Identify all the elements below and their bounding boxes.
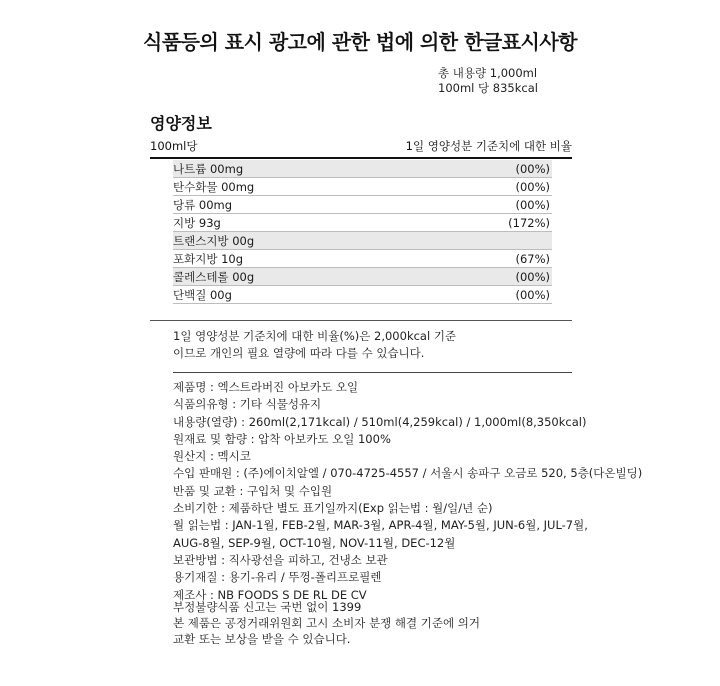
info-line: 용기재질 : 용기-유리 / 뚜껑-폴리프로필렌 [173,570,382,585]
nutrition-bottom-rule [150,320,572,321]
nutrient-label: 트랜스지방 00g [173,234,255,248]
info-line: 제품명 : 엑스트라버진 아보카도 오일 [173,380,359,394]
info-line: 보관방법 : 직사광선을 피하고, 건냉소 보관 [173,552,388,567]
calories-per-100ml: 100ml 당 835kcal [438,81,538,95]
info-line: 원산지 : 멕시코 [173,449,251,464]
nutrient-percent: (172%) [508,216,550,230]
info-line: 소비기한 : 제품하단 별도 표기일까지(Exp 읽는법 : 월/일/년 순) [173,501,493,516]
nutrient-label: 단백질 00g [173,288,232,302]
nutrient-label: 당류 00mg [173,198,233,212]
nutrition-row [173,196,552,214]
note-line: 이므로 개인의 필요 열량에 따라 다를 수 있습니다. [173,346,425,360]
nutrient-percent: (67%) [515,252,550,266]
nutrition-table [173,160,552,304]
nutrition-row [173,160,552,178]
nutrition-row [173,178,552,196]
note-line: 1일 영양성분 기준치에 대한 비율(%)은 2,000kcal 기준 [173,329,457,343]
info-line: 원재료 및 함량 : 압착 아보카도 오일 100% [173,431,391,446]
info-line: AUG-8월, SEP-9월, OCT-10월, NOV-11월, DEC-12월 [173,535,456,550]
nutrient-percent: (00%) [515,270,550,284]
info-line: 식품의유형 : 기타 식물성유지 [173,397,322,412]
nutrition-top-rule [150,157,572,159]
nutrition-heading: 영양정보 [150,114,212,133]
nutrient-label: 지방 93g [173,216,221,230]
daily-value-note [173,328,456,362]
nutrition-basis-row [150,138,572,154]
nutrition-row [173,250,552,268]
info-line: 내용량(열량) : 260ml(2,171kcal) / 510ml(4,259kcal) / 1,000ml(8,350kcal) [173,414,587,429]
info-line: 제조사 : NB FOODS S DE RL DE CV [173,587,367,602]
nutrient-label: 나트륨 00mg [173,162,244,176]
page-title: 식품등의 표시 광고에 관한 법에 의한 한글표시사항 [143,30,577,54]
nutrient-label: 탄수화물 00mg [173,180,255,194]
nutrient-label: 포화지방 10g [173,252,244,266]
nutrient-percent: (00%) [515,180,550,194]
notice-line: 본 제품은 공정거래위원회 고시 소비자 분쟁 해결 기준에 의거 [173,616,480,630]
nutrient-percent [550,232,552,249]
total-volume: 총 내용량 1,000ml [438,66,538,80]
notice-line: 부정불량식품 신고는 국번 없이 1399 [173,600,362,614]
note-divider [173,372,572,373]
daily-value-header: 1일 영양성분 기준치에 대한 비율 [405,139,572,153]
serving-basis: 100ml당 [150,139,198,153]
info-line: 수입 판매원 : (주)에이치알엘 / 070-4725-4557 / 서울시 송파구 오금로 520, 5층(다온빌딩) [173,466,643,481]
nutrient-label: 콜레스테롤 00g [173,270,255,284]
nutrition-row [173,268,552,286]
nutrition-row [173,286,552,304]
product-info [173,379,643,604]
info-line: 반품 및 교환 : 구입처 및 수입원 [173,483,333,498]
notice-line: 교환 또는 보상을 받을 수 있습니다. [173,632,351,646]
nutrition-row [173,232,552,250]
info-line: 월 읽는법 : JAN-1월, FEB-2월, MAR-3월, APR-4월, MAY-5월, JUN-6월, JUL-7월, [173,518,588,533]
nutrient-percent: (00%) [515,198,550,212]
nutrient-percent: (00%) [515,162,550,176]
nutrition-row [173,214,552,232]
consumer-notice [173,599,480,647]
volume-info [438,66,538,96]
nutrient-percent: (00%) [515,288,550,302]
